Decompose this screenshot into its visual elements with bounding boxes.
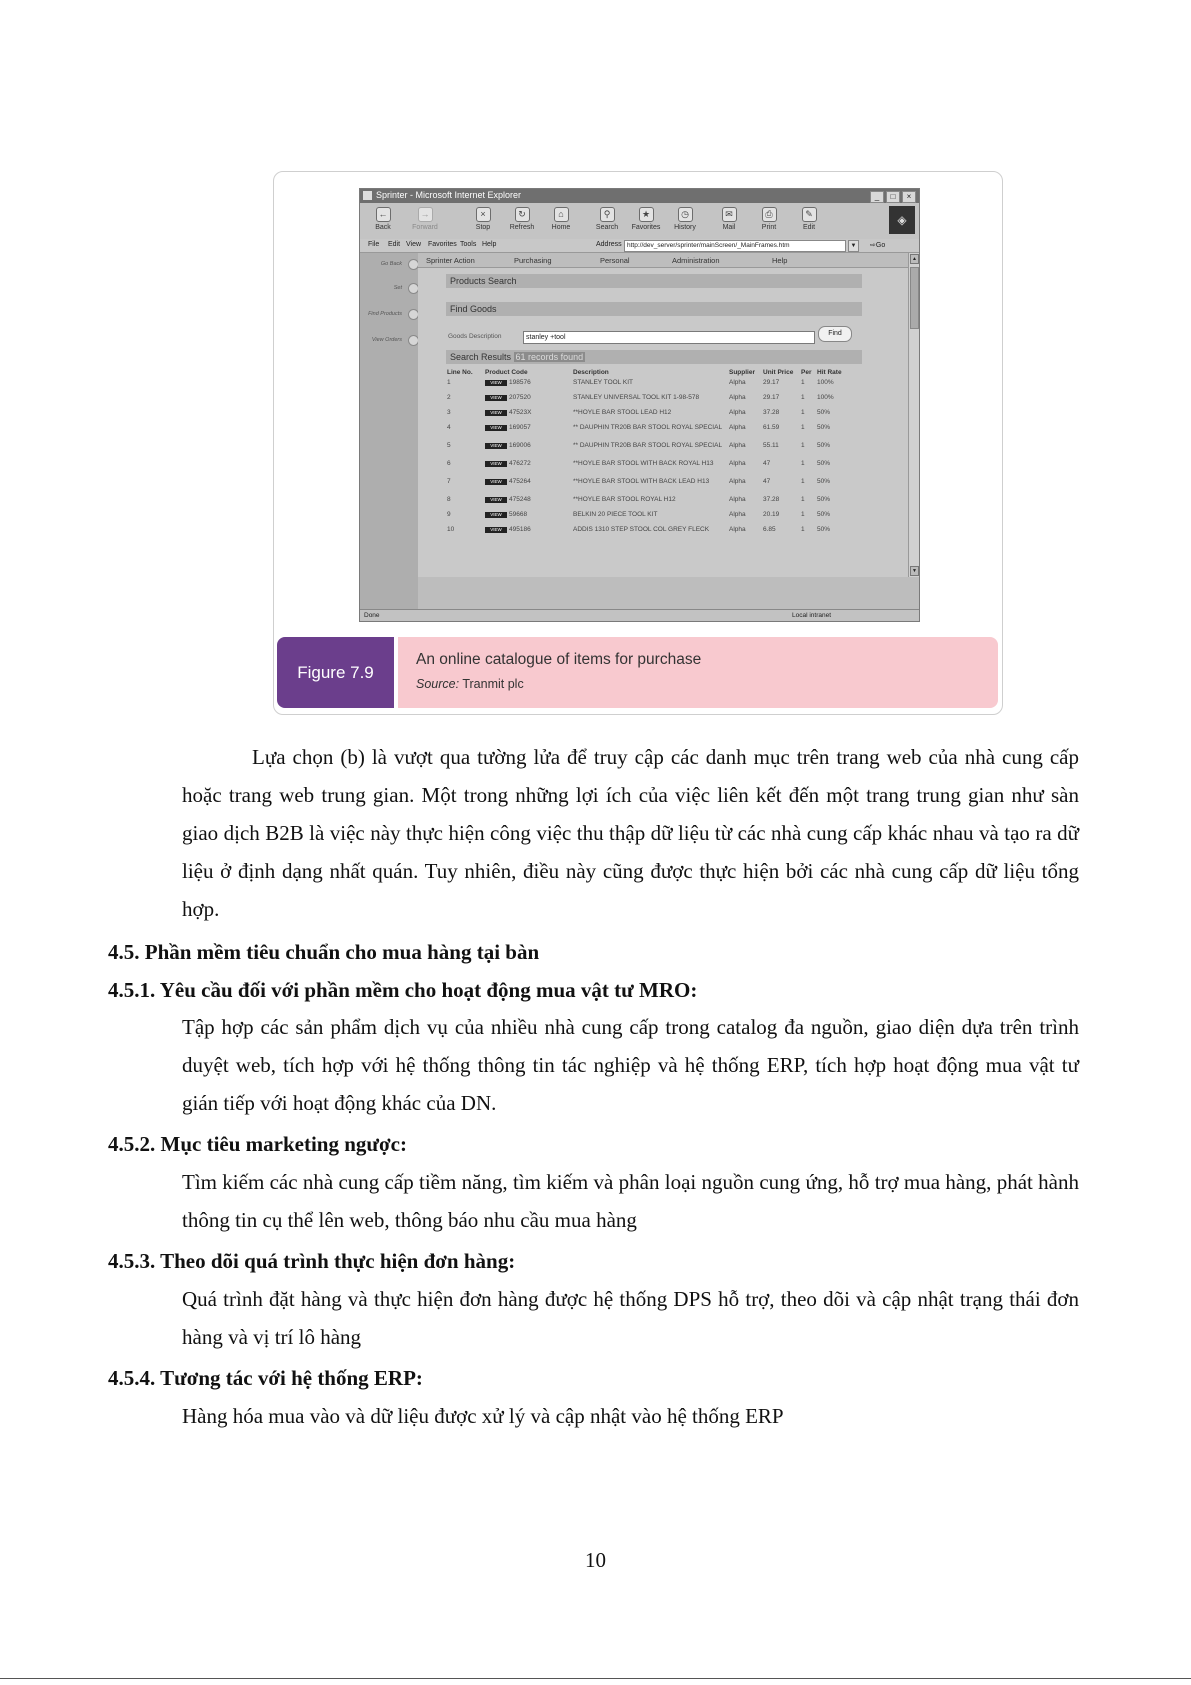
source-label: Source: (416, 677, 460, 691)
cell-line: 2 (447, 394, 451, 401)
table-row (446, 419, 858, 437)
nav-view-orders[interactable]: View Orders (371, 337, 402, 343)
cell-supplier: Alpha (729, 409, 746, 416)
cell-price: 55.11 (763, 442, 779, 449)
paragraph-4-5-2: Tìm kiếm các nhà cung cấp tiềm năng, tìm kiếm và phân loại nguồn cung ứng, hỗ trợ mua hàng, phát hành thông tin cụ thể lên web, thông báo nhu cầu mua hàng (182, 1170, 1079, 1232)
heading-4-5-2: 4.5.2. Mục tiêu marketing ngược: (108, 1132, 407, 1156)
view-button[interactable]: VIEW (485, 443, 507, 449)
cell-supplier: Alpha (729, 496, 746, 503)
favorites-icon: ★ (639, 207, 654, 222)
maximize-button[interactable]: □ (886, 191, 900, 203)
product-code: 198576 (509, 379, 531, 386)
cell-price: 29.17 (763, 394, 780, 401)
refresh-button[interactable]: ↻ Refresh (509, 209, 535, 231)
cell-desc: ADDIS 1310 STEP STOOL COL GREY FLECK (573, 526, 710, 533)
browser-toolbar (360, 203, 919, 240)
stop-icon: × (476, 207, 491, 222)
cell-hit: 50% (817, 424, 831, 431)
cell-line: 3 (447, 409, 451, 416)
product-code: 169057 (509, 424, 531, 431)
cell-line: 6 (447, 460, 451, 467)
results-table (446, 367, 858, 539)
ie-app-icon (363, 191, 372, 200)
cell-price: 47 (763, 478, 771, 485)
paragraph-4-5-1: Tập hợp các sản phẩm dịch vụ của nhiều nhà cung cấp trong catalog đa nguồn, giao diện dựa trên trình duyệt web, tích hợp với hệ thống thông tin tác nghiệp và hệ thống ERP, tích hợp hoạt động mua vật tư gián tiếp với hoạt động khác của DN. (182, 1015, 1079, 1115)
history-button[interactable]: ◷ History (674, 209, 696, 231)
cell-line: 9 (447, 511, 451, 518)
cell-per: 1 (801, 442, 805, 449)
scroll-thumb[interactable] (910, 267, 919, 329)
menu-view[interactable]: View (406, 241, 422, 248)
cell-code (484, 389, 572, 407)
col-supplier: Supplier (729, 368, 756, 376)
cell-price: 29.17 (763, 379, 780, 386)
forward-button[interactable]: → Forward (412, 209, 438, 231)
address-label: Address (596, 241, 622, 248)
view-button[interactable]: VIEW (485, 527, 507, 533)
cell-hit: 50% (817, 511, 831, 518)
ie-logo-icon: ◈ (889, 206, 915, 234)
cell-per: 1 (801, 379, 805, 386)
edit-icon: ✎ (802, 207, 817, 222)
cell-supplier: Alpha (729, 511, 746, 518)
cell-supplier: Alpha (729, 460, 746, 467)
cell-supplier: Alpha (729, 394, 746, 401)
cell-code (484, 509, 572, 521)
cell-supplier: Alpha (729, 526, 746, 533)
cell-desc: ** DAUPHIN TR20B BAR STOOL ROYAL SPECIAL (573, 442, 723, 449)
app-tabs (418, 253, 908, 268)
cell-per: 1 (801, 460, 805, 467)
menu-edit[interactable]: Edit (388, 241, 401, 248)
cell-hit: 50% (817, 442, 831, 449)
figure-number: Figure 7.9 (277, 637, 394, 708)
find-goods-header: Find Goods (446, 302, 862, 316)
footer-rule (0, 1678, 1191, 1679)
table-row (446, 473, 858, 491)
source-value: Tranmit plc (462, 677, 524, 691)
browser-title: Sprinter - Microsoft Internet Explorer (376, 190, 522, 200)
browser-titlebar (360, 189, 919, 203)
go-arrow-icon: ⇨ (870, 242, 876, 249)
menu-bar (360, 239, 919, 253)
home-icon: ⌂ (554, 207, 569, 222)
menu-favorites[interactable]: Favorites (428, 241, 457, 248)
scroll-down-icon[interactable]: ▼ (910, 566, 919, 576)
cell-desc: STANLEY UNIVERSAL TOOL KIT 1-98-578 (573, 394, 700, 401)
heading-4-5-3: 4.5.3. Theo dõi quá trình thực hiện đơn hàng: (108, 1249, 516, 1273)
cell-supplier: Alpha (729, 442, 746, 449)
cell-supplier: Alpha (729, 478, 746, 485)
scroll-up-icon[interactable]: ▲ (910, 254, 919, 264)
col-unit-price: Unit Price (763, 368, 794, 376)
menu-tools[interactable]: Tools (460, 241, 477, 248)
cell-code (484, 377, 572, 389)
cell-code (484, 437, 572, 455)
search-results-label: Search Results (450, 352, 512, 362)
status-bar (360, 609, 919, 622)
cell-per: 1 (801, 394, 805, 401)
cell-price: 37.28 (763, 409, 780, 416)
paragraph-option-b: Lựa chọn (b) là vượt qua tường lửa để truy cập các danh mục trên trang web của nhà cung cấp hoặc trang web trung gian. Một trong những lợi ích của việc liên kết đến một trang trung gian như sàn giao dịch B2B là việc này thực hiện công việc thu thập dữ liệu từ các nhà cung cấp khác nhau và tạo ra dữ liệu ở định dạng nhất quán. Tuy nhiên, điều này cũng được thực hiện bởi các nhà cung cấp dữ liệu tổng hợp. (182, 745, 1079, 921)
mail-button[interactable]: ✉ Mail (722, 209, 736, 231)
view-button[interactable]: VIEW (485, 395, 507, 401)
table-row (446, 437, 858, 455)
cell-desc: **HOYLE BAR STOOL WITH BACK LEAD H13 (573, 478, 710, 485)
product-code: 475264 (509, 478, 531, 485)
table-row (446, 491, 858, 509)
home-button[interactable]: ⌂ Home (551, 209, 571, 231)
browser-screenshot (359, 188, 920, 622)
find-button[interactable]: Find (818, 326, 852, 342)
menu-help[interactable]: Help (482, 241, 497, 248)
favorites-button[interactable]: ★ Favorites (631, 209, 661, 231)
back-arrow-icon: ← (376, 207, 391, 222)
cell-supplier: Alpha (729, 379, 746, 386)
cell-desc: **HOYLE BAR STOOL LEAD H12 (573, 409, 672, 416)
status-done: Done (364, 612, 380, 619)
cell-line: 8 (447, 496, 451, 503)
cell-per: 1 (801, 409, 805, 416)
view-button[interactable]: VIEW (485, 380, 507, 386)
status-zone: Local intranet (792, 612, 832, 619)
goods-description-label: Goods Description (448, 333, 502, 340)
table-row (446, 509, 858, 521)
products-search-header: Products Search (446, 274, 862, 288)
cell-code (484, 455, 572, 473)
figure-7-9 (273, 171, 1003, 715)
cell-supplier: Alpha (729, 424, 746, 431)
tab-personal[interactable]: Personal (600, 256, 630, 265)
page-number: 10 (585, 1548, 606, 1572)
cell-desc: **HOYLE BAR STOOL WITH BACK ROYAL H13 (573, 460, 714, 467)
cell-price: 20.19 (763, 511, 780, 518)
left-nav-pane (360, 253, 418, 618)
table-row (446, 455, 858, 473)
view-button[interactable]: VIEW (485, 497, 507, 503)
view-button[interactable]: VIEW (485, 479, 507, 485)
col-line-no: Line No. (447, 368, 473, 376)
view-button[interactable]: VIEW (485, 512, 507, 518)
search-results-header (446, 350, 862, 364)
cell-desc: ** DAUPHIN TR20B BAR STOOL ROYAL SPECIAL (573, 424, 723, 431)
product-code: 59668 (509, 511, 528, 518)
col-hit-rate: Hit Rate (817, 368, 842, 376)
cell-code (484, 473, 572, 491)
search-button[interactable]: ⚲ Search (595, 209, 619, 231)
caption-source (416, 677, 524, 691)
product-code: 495186 (509, 526, 531, 533)
cell-per: 1 (801, 526, 805, 533)
cell-hit: 100% (817, 394, 834, 401)
cell-code (484, 491, 572, 509)
cell-desc: BELKIN 20 PIECE TOOL KIT (573, 511, 658, 518)
caption-title: An online catalogue of items for purchase (416, 651, 702, 668)
figure-caption (398, 637, 998, 708)
product-code: 476272 (509, 460, 531, 467)
cell-per: 1 (801, 424, 805, 431)
go-button[interactable]: ⇨Go (870, 242, 886, 249)
cell-price: 61.59 (763, 424, 780, 431)
app-content (418, 253, 908, 577)
paragraph-4-5-3: Quá trình đặt hàng và thực hiện đơn hàng được hệ thống DPS hỗ trợ, theo dõi và cập nhật trạng thái đơn hàng và vị trí lô hàng (182, 1287, 1079, 1349)
col-product-code: Product Code (485, 368, 528, 376)
tab-help[interactable]: Help (772, 256, 788, 265)
mail-icon: ✉ (722, 207, 737, 222)
edit-button[interactable]: ✎ Edit (802, 209, 816, 231)
view-button[interactable]: VIEW (485, 425, 507, 431)
cell-hit: 50% (817, 478, 831, 485)
tab-sprinter-action[interactable]: Sprinter Action (426, 256, 475, 265)
product-code: 47523X (509, 409, 532, 416)
cell-hit: 50% (817, 496, 831, 503)
address-dropdown[interactable]: ▼ (848, 240, 859, 252)
stop-button[interactable]: × Stop (475, 209, 491, 231)
heading-4-5: 4.5. Phần mềm tiêu chuẩn cho mua hàng tại bàn (108, 940, 540, 964)
search-icon: ⚲ (600, 207, 615, 222)
view-button[interactable]: VIEW (485, 410, 507, 416)
cell-hit: 50% (817, 460, 831, 467)
col-per: Per (801, 368, 812, 376)
cell-desc: **HOYLE BAR STOOL ROYAL H12 (573, 496, 676, 503)
minimize-button[interactable]: _ (870, 191, 884, 203)
product-code: 475248 (509, 496, 531, 503)
cell-code (484, 407, 572, 419)
tab-purchasing[interactable]: Purchasing (514, 256, 552, 265)
back-button[interactable]: ← Back (375, 209, 391, 231)
cell-line: 4 (447, 424, 451, 431)
table-row (446, 521, 858, 539)
view-button[interactable]: VIEW (485, 461, 507, 467)
print-button[interactable]: ⎙ Print (761, 209, 777, 231)
address-input[interactable]: http://dev_server/sprinter/mainScreen/_MainFrames.htm (624, 240, 846, 252)
cell-hit: 50% (817, 526, 831, 533)
nav-find-products[interactable]: Find Products (368, 311, 402, 317)
window-buttons (870, 191, 916, 203)
cell-price: 37.28 (763, 496, 780, 503)
print-icon: ⎙ (762, 207, 777, 222)
refresh-icon: ↻ (515, 207, 530, 222)
cell-per: 1 (801, 511, 805, 518)
paragraph-4-5-4: Hàng hóa mua vào và dữ liệu được xử lý và cập nhật vào hệ thống ERP (182, 1404, 784, 1428)
nav-set[interactable]: Set (393, 285, 402, 291)
cell-per: 1 (801, 478, 805, 485)
product-code: 169006 (509, 442, 531, 449)
nav-go-back[interactable]: Go Back (380, 261, 402, 267)
history-icon: ◷ (678, 207, 693, 222)
cell-line: 5 (447, 442, 451, 449)
menu-file[interactable]: File (368, 241, 380, 248)
table-row (446, 407, 858, 419)
cell-price: 6.85 (763, 526, 776, 533)
tab-administration[interactable]: Administration (672, 256, 720, 265)
goods-description-input[interactable]: stanley +tool (523, 331, 815, 344)
product-code: 207520 (509, 394, 531, 401)
cell-desc: STANLEY TOOL KIT (573, 379, 633, 386)
cell-code (484, 521, 572, 539)
close-button[interactable]: × (902, 191, 916, 203)
cell-code (484, 419, 572, 437)
table-row (446, 377, 858, 389)
records-found-count: 61 records found (515, 352, 584, 362)
heading-4-5-4: 4.5.4. Tương tác với hệ thống ERP: (108, 1366, 423, 1390)
table-row (446, 389, 858, 407)
cell-line: 7 (447, 478, 451, 485)
cell-hit: 50% (817, 409, 831, 416)
results-body (446, 377, 858, 539)
cell-hit: 100% (817, 379, 834, 386)
cell-price: 47 (763, 460, 771, 467)
cell-line: 1 (447, 379, 451, 386)
col-description: Description (573, 368, 609, 376)
cell-per: 1 (801, 496, 805, 503)
forward-arrow-icon: → (418, 207, 433, 222)
page-scrollbar[interactable] (908, 253, 919, 577)
heading-4-5-1: 4.5.1. Yêu cầu đối với phần mềm cho hoạt động mua vật tư MRO: (108, 978, 698, 1002)
cell-line: 10 (447, 526, 455, 533)
